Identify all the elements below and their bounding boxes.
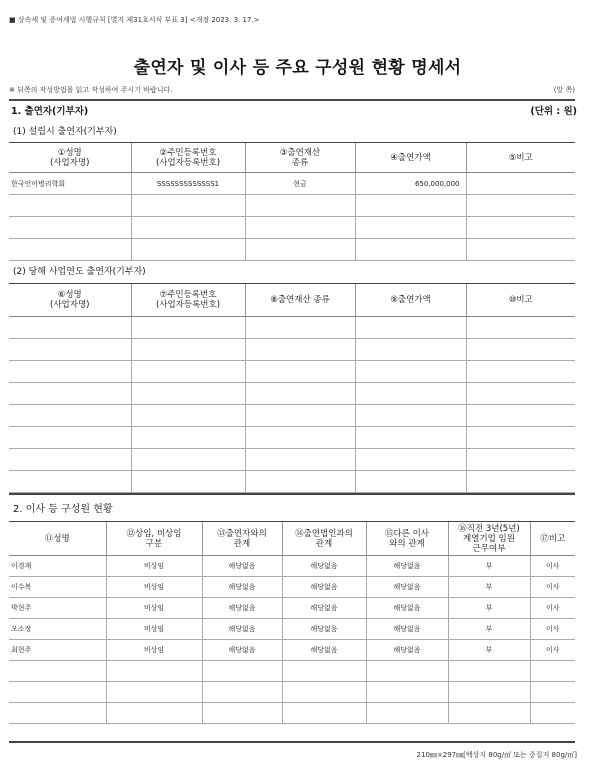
table-cell (245, 383, 355, 405)
table-cell (245, 339, 355, 361)
table-cell (282, 661, 366, 682)
table-cell (9, 361, 131, 383)
table-cell (9, 217, 131, 239)
table-row (9, 449, 575, 471)
table-cell (245, 239, 355, 261)
table-cell (245, 195, 355, 217)
table-cell (282, 682, 366, 703)
section1-title: 1. 출연자(기부자) (11, 106, 89, 117)
table-row (9, 703, 575, 724)
table-row (9, 217, 575, 239)
table-cell (9, 405, 131, 427)
part1-title: (1) 설립시 출연자(기부자) (13, 127, 117, 137)
table-cell (131, 405, 245, 427)
table-cell (9, 449, 131, 471)
table-cell (9, 195, 131, 217)
table-cell: 650,000,000 (355, 173, 466, 195)
table-cell (448, 661, 530, 682)
table-cell (355, 317, 466, 339)
page-title: 출연자 및 이사 등 주요 구성원 현황 명세서 (133, 58, 462, 78)
table-row (9, 339, 575, 361)
table-cell: 해당없음 (282, 619, 366, 640)
table-cell (131, 239, 245, 261)
section2-title: 2. 이사 등 구성원 현황 (13, 504, 113, 515)
table-cell: 부 (448, 556, 530, 577)
table-cell (448, 682, 530, 703)
table-cell (9, 703, 106, 724)
table-cell: 최현주 (9, 640, 106, 661)
table-row (9, 427, 575, 449)
column-header: ⑩비고 (466, 284, 575, 317)
table-cell (131, 427, 245, 449)
table-cell (245, 471, 355, 493)
table-cell: 현금 (245, 173, 355, 195)
table-cell: 해당없음 (202, 556, 282, 577)
table-cell: 해당없음 (366, 577, 448, 598)
table-row (9, 640, 575, 661)
table-cell: 해당없음 (282, 556, 366, 577)
table-cell (530, 682, 575, 703)
table-cell: 박현주 (9, 598, 106, 619)
table-cell (131, 217, 245, 239)
table-cell (9, 383, 131, 405)
table-row (9, 577, 575, 598)
table-cell: 해당없음 (202, 577, 282, 598)
table-cell (202, 661, 282, 682)
column-header: ⑪성명 (9, 522, 106, 556)
table-cell: 부 (448, 598, 530, 619)
table-cell (9, 682, 106, 703)
form-reference: ■ 상속세 및 증여세법 시행규칙 [별지 제31호서식 부표 3] <개정 2023. 3. 17.> (9, 16, 260, 24)
table-cell (131, 317, 245, 339)
table-cell (245, 317, 355, 339)
table-cell: 이사 (530, 640, 575, 661)
table-cell: 비상임 (106, 640, 202, 661)
current-year-donors-table (9, 283, 575, 493)
column-header: ⑬출연자와의 관계 (202, 522, 282, 556)
table-cell: 해당없음 (366, 619, 448, 640)
table-cell (355, 239, 466, 261)
founding-donors-table (9, 142, 575, 261)
table-cell (245, 217, 355, 239)
table-cell (530, 703, 575, 724)
table-cell (9, 427, 131, 449)
part2-title: (2) 당해 사업연도 출연자(기부자) (13, 267, 146, 277)
column-header: ⑤비고 (466, 143, 575, 173)
table-row (9, 173, 575, 195)
table-cell: 부 (448, 640, 530, 661)
table-cell (466, 173, 575, 195)
column-header: ⑰비고 (530, 522, 575, 556)
table-row (9, 682, 575, 703)
column-header: ⑦주민등록번호 (사업자등록번호) (131, 284, 245, 317)
table-cell: 해당없음 (202, 640, 282, 661)
table-row (9, 317, 575, 339)
table-cell (131, 339, 245, 361)
table-cell (106, 661, 202, 682)
column-header: ⑧출연재산 종류 (245, 284, 355, 317)
table-cell (366, 682, 448, 703)
table-cell (355, 383, 466, 405)
table-row (9, 556, 575, 577)
table-cell (106, 703, 202, 724)
table-cell: 이사 (530, 598, 575, 619)
column-header: ⑥성명 (사업자명) (9, 284, 131, 317)
table-cell: 해당없음 (202, 598, 282, 619)
bottom-rule (9, 741, 575, 743)
table-cell (202, 703, 282, 724)
table-cell (131, 361, 245, 383)
table-row (9, 661, 575, 682)
table-cell (466, 405, 575, 427)
table-cell: 이사 (530, 577, 575, 598)
table-cell (282, 703, 366, 724)
table-cell: 해당없음 (282, 640, 366, 661)
table-cell: 해당없음 (366, 598, 448, 619)
table-cell (355, 339, 466, 361)
table-cell: 한국언어병리학회 (9, 173, 131, 195)
column-header: ③출연재산 종류 (245, 143, 355, 173)
table-cell (245, 405, 355, 427)
table-cell: 비상임 (106, 556, 202, 577)
table-cell (466, 427, 575, 449)
table-row (9, 619, 575, 640)
table-cell: 해당없음 (366, 640, 448, 661)
table-cell (245, 427, 355, 449)
table-cell (466, 383, 575, 405)
table-cell (9, 471, 131, 493)
column-header: ⑮다른 이사 와의 관계 (366, 522, 448, 556)
table-cell (466, 217, 575, 239)
unit-label: (단위 : 원) (530, 106, 577, 117)
table-cell: 이사 (530, 619, 575, 640)
table-cell: 부 (448, 619, 530, 640)
instruction-note: ※ 뒤쪽의 작성방법을 읽고 작성하여 주시기 바랍니다. (9, 86, 173, 94)
table-cell (355, 405, 466, 427)
table-cell (466, 239, 575, 261)
table-cell: 비상임 (106, 598, 202, 619)
table-cell (355, 427, 466, 449)
table-cell (448, 703, 530, 724)
page-side-label: (앞 쪽) (553, 86, 575, 94)
paper-spec: 210㎜×297㎜[백상지 80g/㎡ 또는 중질지 80g/㎡] (416, 751, 577, 759)
table-cell: 해당없음 (366, 556, 448, 577)
table-cell: 이경재 (9, 556, 106, 577)
table-cell (355, 361, 466, 383)
table-cell (202, 682, 282, 703)
table-cell (355, 195, 466, 217)
table-cell (530, 661, 575, 682)
table-cell: 이사 (530, 556, 575, 577)
table-cell (355, 217, 466, 239)
section-rule (9, 493, 575, 495)
table-cell (9, 339, 131, 361)
column-header: ②주민등록번호 (사업자등록번호) (131, 143, 245, 173)
table-cell (466, 471, 575, 493)
table-row (9, 405, 575, 427)
table-cell: 비상임 (106, 619, 202, 640)
table-cell (466, 449, 575, 471)
table-cell: 오소정 (9, 619, 106, 640)
table-cell (355, 471, 466, 493)
table-row (9, 598, 575, 619)
table-cell (131, 383, 245, 405)
table-row (9, 361, 575, 383)
column-header: ⑫상임, 비상임 구분 (106, 522, 202, 556)
table-cell (9, 661, 106, 682)
table-cell (245, 361, 355, 383)
table-cell (9, 317, 131, 339)
table-cell: SSSSSSSSSSSSS1 (131, 173, 245, 195)
table-cell: 비상임 (106, 577, 202, 598)
table-cell (366, 703, 448, 724)
table-cell (245, 449, 355, 471)
table-cell (466, 361, 575, 383)
table-row (9, 383, 575, 405)
column-header: ④출연가액 (355, 143, 466, 173)
table-cell (131, 449, 245, 471)
board-members-table (9, 521, 575, 724)
table-cell (106, 682, 202, 703)
column-header: ⑯직전 3년(5년) 계열기업 임원 근무여부 (448, 522, 530, 556)
table-cell: 부 (448, 577, 530, 598)
table-cell (355, 449, 466, 471)
table-cell (466, 317, 575, 339)
table-cell: 해당없음 (282, 577, 366, 598)
table-cell (466, 339, 575, 361)
table-row (9, 239, 575, 261)
table-row (9, 195, 575, 217)
table-cell (466, 195, 575, 217)
table-cell (9, 239, 131, 261)
top-rule (9, 99, 575, 101)
table-cell: 해당없음 (202, 619, 282, 640)
column-header: ⑭출연법인과의 관계 (282, 522, 366, 556)
table-cell: 이수복 (9, 577, 106, 598)
table-cell (131, 471, 245, 493)
table-cell (366, 661, 448, 682)
table-row (9, 471, 575, 493)
column-header: ⑨출연가액 (355, 284, 466, 317)
column-header: ①성명 (사업자명) (9, 143, 131, 173)
table-cell (131, 195, 245, 217)
table-cell: 해당없음 (282, 598, 366, 619)
